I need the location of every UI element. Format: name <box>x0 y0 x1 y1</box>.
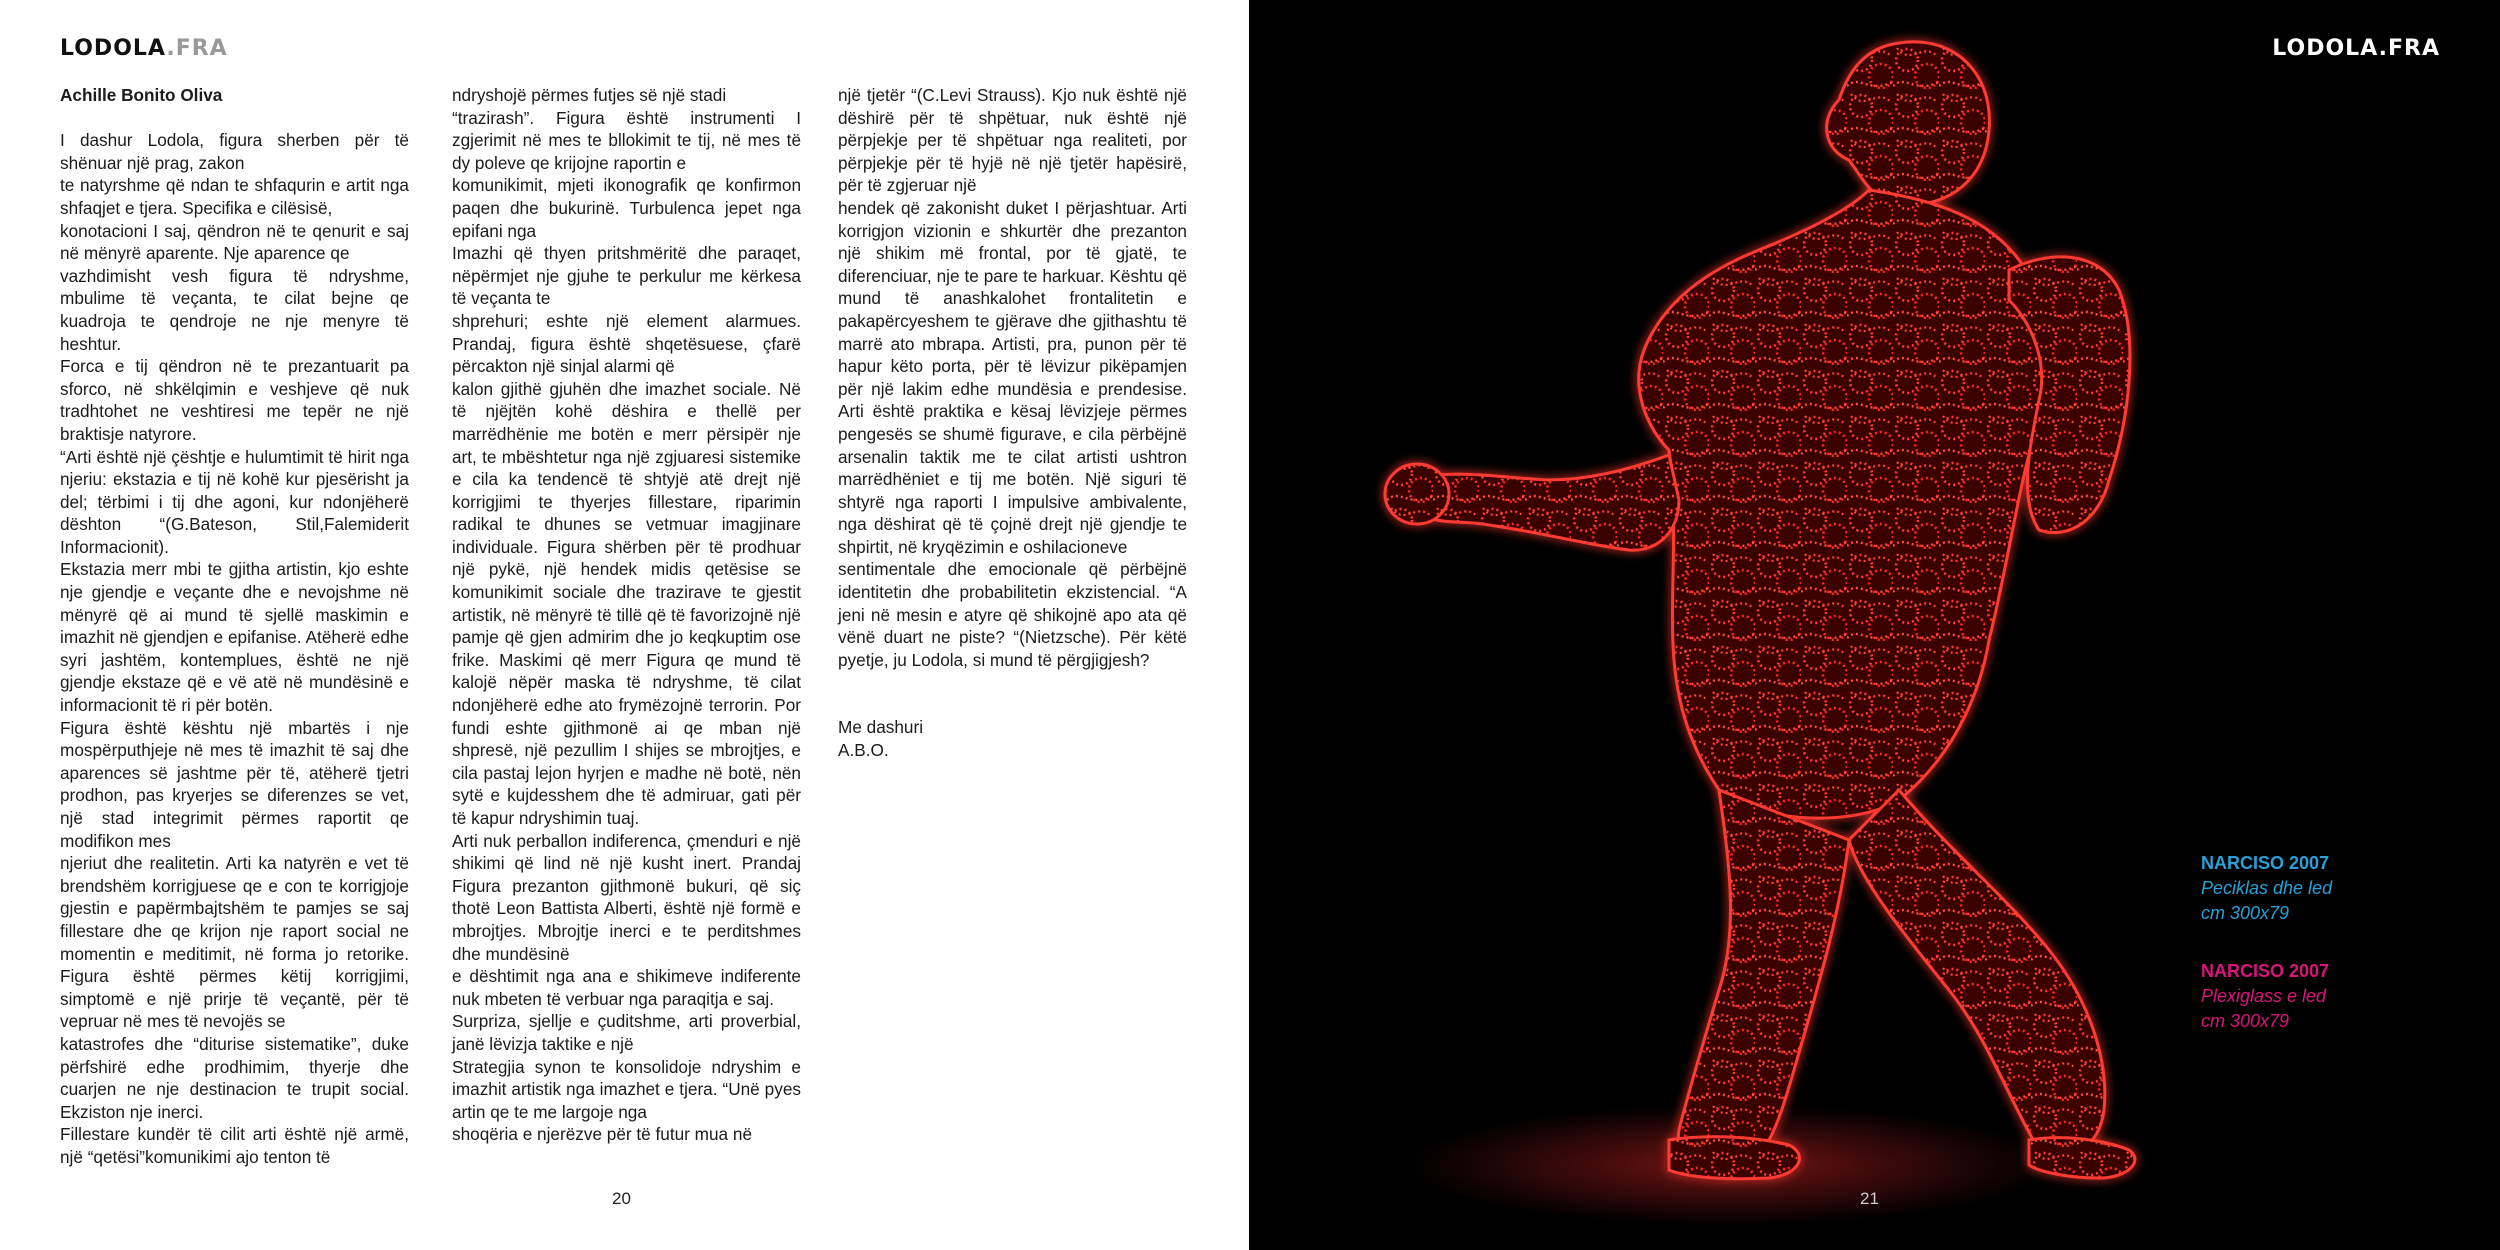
paragraph: te natyrshme që ndan te shfaqurin e artit nga shfaqjet e tjera. Specifika e cilësisë, <box>60 175 409 218</box>
brand-logo-right <box>2272 36 2440 61</box>
paragraph-gap <box>60 107 409 130</box>
paragraph: katastrofes dhe “diturise sistematike”, duke përfshirë edhe prodhimim, thyerje dhe cuarjen ne nje destinacion te trupit social. Ekziston nje inerci. <box>60 1033 409 1122</box>
paragraph: shprehuri; eshte një element alarmues. Prandaj, figura është shqetësuese, çfarë përcakton një sinjal alarmi që <box>452 310 801 377</box>
text-column-2 <box>452 84 801 1146</box>
brand-accent: .FRA <box>166 36 228 61</box>
author-heading: Achille Bonito Oliva <box>60 85 223 105</box>
page-number-left: 20 <box>612 1189 631 1208</box>
paragraph: sentimentale dhe emocionale që përbëjnë identitetin dhe probabilitetin ekzistencial. “A jeni në mesin e atyre që shikojnë apo ata që vënë duart ne piste? “(Nietzsche). Për këtë pyetje, ju Lodola, si mund të përgjigjesh? <box>838 559 1187 670</box>
paragraph: Forca e tij qëndron në te prezantuarit pa sforco, në shkëlqimin e veshjeve që nuk tradhtohet ne veshtiresi me tepër ne një braktisje natyrore. <box>60 356 409 444</box>
text-column-1 <box>60 84 409 1169</box>
paragraph: Imazhi që thyen pritshmëritë dhe paraqet, nëpërmjet nje gjuhe te perkulur me kërkesa të veçanta te <box>452 243 801 309</box>
paragraph: “trazirash”. Figura është instrumenti I zgjerimit në mes te bllokimit te tij, në mes të dy poleve qe krijojne raportin e <box>452 107 801 173</box>
paragraph: I dashur Lodola, figura sherben për të shënuar një prag, zakon <box>60 130 409 173</box>
paragraph: njeriut dhe realitetin. Arti ka natyrën e vet të brendshëm korrigjuese qe e con te korrigjoje gjestin e papërmbajtshëm te pamjes se saj fillestare dhe qe krijon nje raport social ne momentin e meditimit, në forma jo retorike. Figura është përmes këtij korrigjimi, simptomë e një prirje të veçantë, për të vepruar në mes të nevojës se <box>60 853 409 1032</box>
right-page <box>1249 0 2500 1250</box>
page-number-right: 21 <box>1860 1189 1879 1208</box>
caption-size: cm 300x79 <box>2201 1011 2290 1031</box>
artwork-caption-1 <box>2201 851 2332 926</box>
paragraph: ndryshojë përmes futjes së një stadi <box>452 85 727 105</box>
signature-initials: A.B.O. <box>838 740 889 761</box>
artwork-caption-2 <box>2201 959 2329 1034</box>
caption-material: Peciklas dhe led <box>2201 878 2333 898</box>
brand-main: LODOLA <box>60 36 167 61</box>
paragraph: konotacioni I saj, qëndron në te qenurit e saj në mënyrë aparente. Nje aparence qe <box>60 220 409 264</box>
paragraph: e dështimit nga ana e shikimeve indiferente nuk mbeten të verbuar nga paraqitja e saj. <box>452 966 801 1009</box>
neon-figure-icon <box>1249 0 2500 1250</box>
paragraph: shoqëria e njerëzve për të futur mua në <box>452 1124 753 1145</box>
paragraph: Arti nuk perballon indiferenca, çmenduri e një shikimi që lind në një kusht inert. Prandaj Figura prezanton gjithmonë bukuri, që siç thotë Leon Battista Alberti, është një formë e mbrojtjes. Mbrojtje inerci e te perditshmes dhe mundësinë <box>452 830 801 964</box>
paragraph: vazhdimisht vesh figura të ndryshme, mbulime të veçanta, te cilat bejne qe kuadroja te qendroje ne nje menyre të heshtur. <box>60 265 409 354</box>
paragraph: një tjetër “(C.Levi Strauss). Kjo nuk është një dëshirë për të shpëtuar, nuk është një përpjekje per të shpëtuar nga realiteti, por përpjekje për të hyjë në një tjetër hapësirë, për të zgjeruar një <box>838 85 1187 196</box>
caption-material: Plexiglass e led <box>2201 986 2327 1006</box>
brand-accent: .FRA <box>2378 36 2440 61</box>
caption-title: NARCISO 2007 <box>2201 853 2330 873</box>
paragraph: Ekstazia merr mbi te gjitha artistin, kjo eshte nje gjendje e veçante dhe e nevojshme në mënyrë që ai mund të sjellë maskimin e imazhit në gjendjen e epifanise. Atëherë edhe syri jashtëm, kontemplues, është ne një gjendje ekstaze që e vë atë në mundësinë e informacionit të ri për botën. <box>60 559 409 716</box>
paragraph: Surpriza, sjellje e çuditshme, arti proverbial, janë lëvizja taktike e një <box>452 1011 801 1054</box>
paragraph: Fillestare kundër të cilit arti është një armë, një “qetësi”komunikimi ajo tenton të <box>60 1124 409 1167</box>
paragraph: Figura është kështu një mbartës i nje mospërputhjeje në mes të imazhit të saj dhe aparences së jashtme për të, atëherë tjetri prodhon, pas kryerjes se diferenzes se vet, një stad integrimit përmes raportit qe modifikon mes <box>60 717 409 851</box>
left-page <box>0 0 1249 1250</box>
paragraph: Strategjia synon te konsolidoje ndryshim e imazhit artistik nga imazhet e tjera. “Unë pyes artin qe te me largoje nga <box>452 1056 801 1122</box>
brand-main: LODOLA <box>2272 36 2379 61</box>
paragraph: hendek që zakonisht duket I përjashtuar. Arti korrigjon vizionin e shkurtër dhe prezanton një shikim më frontal, por të gjatë, te diferenciuar, nje te pare te harkuar. Kështu që mund të anashkalohet frontalitetin e pakapërcyeshem te gjërave dhe gjithashtu të marrë ato mbrapa. Artisti, pra, punon për të hapur këto porta, për të lëvizur pikëpamjen për një lakim edhe mundësia e prendesise. Arti është praktika e kësaj lëvizjeje përmes pengesës se shumë figurave, e cila përbëjnë arsenalin taktik me te cilat artisti ushtron marrëdhëniet e tij me botën. Një siguri të shtyrë nga raporti I impulsive ambivalente, nga dëshirat që të çojnë drejt një gjendje te shpirtit, në kryqëzimin e oshilacioneve <box>838 197 1187 557</box>
paragraph: “Arti është një çështje e hulumtimit të hirit nga njeriu: ekstazia e tij në kohë kur pjesërisht ja del; tërbimi i tij dhe agoni, kur ndonjëherë dështon “(G.Bateson, Stil,Falemiderit Informacionit). <box>60 446 409 557</box>
caption-size: cm 300x79 <box>2201 903 2290 923</box>
brand-logo-left <box>60 36 228 61</box>
signature-closing: Me dashuri <box>838 717 924 738</box>
paragraph: kalon gjithë gjuhën dhe imazhet sociale. Në të njëjtën kohë dëshira e thellë per marrëdhënie me botën e merr përsipër nje art, te mbështetur nga një zgjuaresi sistemike e cila ka tendencë të shtyjë atë drejt një korrigjimi te thyerjes fillestare, riparimin radikal te dhunes se vetmuar imagjinare individuale. Figura shërben për të prodhuar një pykë, një hendek midis qetësise se komunikimit sociale dhe trazirave te gjestit artistik, në mënyrë të tillë që të favorizojnë një pamje që gjen admirim dhe jo keqkuptim ose frike. Maskimi që merr Figura qe mund të kalojë nëpër maska të ndryshme, të cilat ndonjëherë edhe ato frymëzojnë terrorin. Por fundi eshte gjithmonë ai qe mban një shpresë, një pezullim I shijes se mbrojtjes, e cila pastaj lejon hyrjen e madhe në botë, nën sytë e kujdesshem dhe të admiruar, gati për të kapur ndryshimin tuaj. <box>452 378 801 828</box>
text-column-3 <box>838 84 1187 762</box>
caption-title: NARCISO 2007 <box>2201 961 2330 981</box>
paragraph: komunikimit, mjeti ikonografik qe konfirmon paqen dhe bukurinë. Turbulenca jepet nga epifani nga <box>452 175 801 241</box>
paragraph-gap <box>838 671 1187 716</box>
